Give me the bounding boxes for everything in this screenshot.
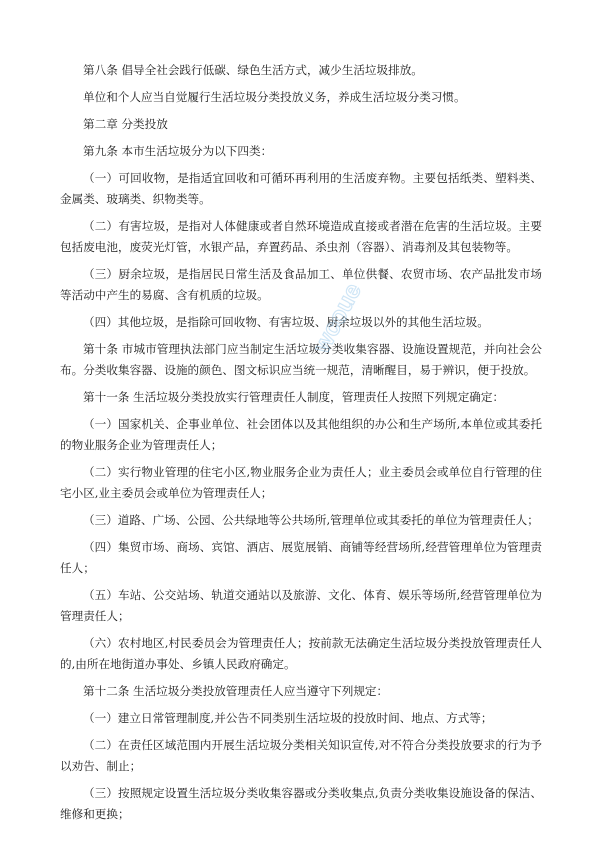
paragraph-article-11-item-2: （二）实行物业管理的住宅小区,物业服务企业为责任人；业主委员会或单位自行管理的住宅小区,业主委员会或单位为管理责任人； (60, 465, 542, 500)
chapter-heading: 第二章 分类投放 (83, 117, 168, 131)
paragraph-article-11-item-1: （一）国家机关、企事业单位、社会团体以及其他组织的办公和生产场所,本单位或其委托的物业服务企业为管理责任人； (60, 417, 542, 452)
paragraph-article-12: 第十二条 生活垃圾分类投放管理责任人应当遵守下列规定： (83, 684, 389, 698)
paragraph-article-11-item-6: （六）农村地区,村民委员会为管理责任人；按前款无法确定生活垃圾分类投放管理责任人的,由所在地街道办事处、乡镇人民政府确定。 (60, 636, 542, 671)
paragraph-article-12-item-3: （三）按照规定设置生活垃圾分类收集容器或分类收集点,负责分类收集设施设备的保洁、维修和更换； (60, 786, 542, 821)
paragraph-article-9-item-2: （二）有害垃圾，是指对人体健康或者自然环境造成直接或者潜在危害的生活垃圾。主要包括废电池，废荧光灯管，水银产品，弃置药品、杀虫剂（容器）、消毒剂及其包装物等。 (60, 219, 542, 254)
paragraph-article-8: 第八条 倡导全社会践行低碳、绿色生活方式，减少生活垃圾排放。 (83, 63, 423, 77)
paragraph-article-10: 第十条 市城市管理执法部门应当制定生活垃圾分类收集容器、设施设置规范，并向社会公布。分类收集容器、设施的颜色、图文标识应当统一规范，清晰醒目，易于辨识，便于投放。 (60, 342, 542, 377)
watermark-text: wcoue (308, 278, 367, 358)
paragraph-article-9-item-1: （一）可回收物，是指适宜回收和可循环再利用的生活废弃物。主要包括纸类、塑料类、金属类、玻璃类、织物类等。 (60, 171, 542, 206)
paragraph-article-12-item-2: （二）在责任区域范围内开展生活垃圾分类相关知识宣传,对不符合分类投放要求的行为予以劝告、制止； (60, 738, 542, 773)
paragraph-article-11-item-4: （四）集贸市场、商场、宾馆、酒店、展览展销、商铺等经营场所,经营管理单位为管理责任人； (60, 540, 542, 575)
paragraph-article-11-item-5: （五）车站、公交站场、轨道交通站以及旅游、文化、体育、娱乐等场所,经营管理单位为管理责任人； (60, 588, 542, 623)
document-page (60, 60, 542, 821)
paragraph-article-9: 第九条 本市生活垃圾分为以下四类： (83, 144, 273, 158)
paragraph-article-9-item-3: （三）厨余垃圾，是指居民日常生活及食品加工、单位供餐、农贸市场、农产品批发市场等活动中产生的易腐、含有机质的垃圾。 (60, 267, 542, 302)
paragraph-article-11-item-3: （三）道路、广场、公园、公共绿地等公共场所,管理单位或其委托的单位为管理责任人； (83, 513, 539, 527)
paragraph-article-12-item-1: （一）建立日常管理制度,并公告不同类别生活垃圾的投放时间、地点、方式等； (83, 711, 493, 725)
paragraph-article-9-item-4: （四）其他垃圾，是指除可回收物、有害垃圾、厨余垃圾以外的其他生活垃圾。 (83, 315, 489, 329)
paragraph-article-11: 第十一条 生活垃圾分类投放实行管理责任人制度，管理责任人按照下列规定确定： (83, 390, 505, 404)
paragraph-article-8-duty: 单位和个人应当自觉履行生活垃圾分类投放义务，养成生活垃圾分类习惯。 (83, 90, 466, 104)
